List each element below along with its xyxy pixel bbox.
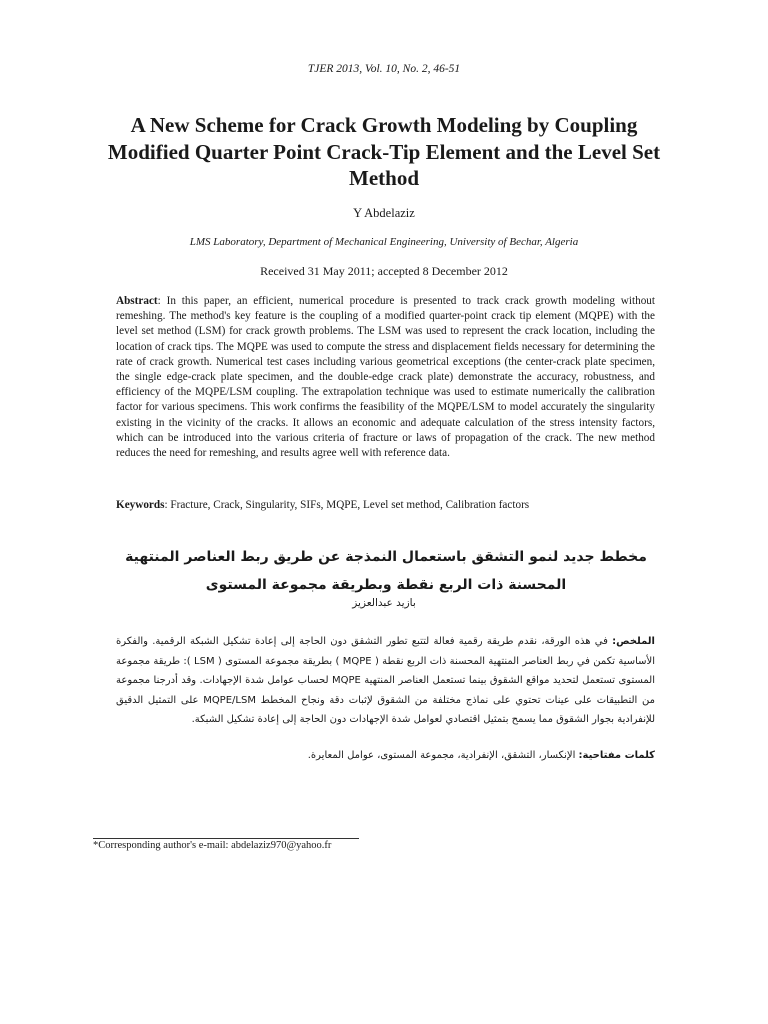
arabic-keywords-text: الإنكسار، التشقق، الإنفرادية، مجموعة المستوى، عوامل المعايرة. [307, 750, 579, 761]
arabic-abstract-text: في هذه الورقة، نقدم طريقة رقمية فعالة لتتبع تطور التشقق دون الحاجة إلى إعادة تشكيل الشبكة الرقمية. والفكرة الأساسية تكمن في ربط العناصر المنتهية المحسنة ذات الربع نقطة ( MQPE ) بطريقة مجموعة المستوى ( LSM ): طريقة مجموعة المستوى تستعمل لتحديد مواقع الشقوق بينما تستعمل العناصر المنتهية MQPE لحساب عوامل شدة الإجهادات. وقد أدرجنا مجموعة من التطبيقات على عينات تحتوي على نماذج مختلفة من الشقوق لإثبات دقة ونجاح المخطط MQPE/LSM على التمثيل الدقيق للإنفرادية بجوار الشقوق مما يسمح بتمثيل اقتصادي لعوامل شدة الإجهادات دون الحاجة إلى إعادة تشكيل الشبكة. [116, 636, 656, 725]
paper-title: A New Scheme for Crack Growth Modeling by Coupling Modified Quarter Point Crack-Tip Element and the Level Set Method [107, 113, 661, 190]
arabic-title: مخطط جديد لنمو التشقق باستعمال النمذجة عن طريق ربط العناصر المنتهية المحسنة ذات الربع نقطة وبطريقة مجموعة المستوى [125, 549, 647, 593]
author-name: Y Abdelaziz [353, 206, 415, 220]
corresponding-author-footnote: *Corresponding author's e-mail: abdelaziz970@yahoo.fr [93, 840, 332, 851]
author-affiliation: LMS Laboratory, Department of Mechanical Engineering, University of Bechar, Algeria [189, 236, 579, 248]
received-dates: Received 31 May 2011; accepted 8 December 2012 [260, 264, 508, 278]
keywords-label: Keywords [116, 499, 165, 511]
arabic-abstract [116, 632, 655, 730]
abstract-text: : In this paper, an efficient, numerical procedure is presented to track crack growth modeling without remeshing. The method's key feature is the coupling of a modified quarter-point crack tip element (MQPE) with the level set method (LSM) for crack growth problems. The LSM was used to represent the crack location, including the location of crack tips. The MQPE was used to compute the stress and displacement fields necessary for determining the rate of crack growth. Numerical test cases including various geometrical exceptions (the center-crack plate specimen, the single edge-crack plate specimen, and the double-edge crack plate) demonstrate the accuracy, robustness, and efficiency of the MQPE/LSM coupling. The extrapolation technique was used to estimate numerically the calibration factor for various specimens. This work confirms the feasibility of the MQPE/LSM to model accurately the singularity existing in the vicinity of the cracks. It allows an economic and adequate calculation of the stress intensity factors, which can be introduced into the various criteria of fracture or laws of propagation of the crack. The new method reduces the need for remeshing, and results agree well with reference data. [116, 295, 655, 460]
keywords-text: : Fracture, Crack, Singularity, SIFs, MQPE, Level set method, Calibration factors [164, 499, 530, 511]
english-keywords [116, 499, 655, 511]
journal-reference: TJER 2013, Vol. 10, No. 2, 46-51 [307, 63, 461, 75]
arabic-keywords-label: كلمات مفتاحية: [578, 750, 655, 761]
arabic-abstract-label: الملخص: [612, 636, 655, 647]
arabic-keywords [116, 750, 655, 761]
abstract-label: Abstract [116, 295, 158, 307]
english-abstract [116, 294, 655, 461]
arabic-author-name: بازيد عبدالعزيز [352, 597, 416, 609]
footnote-separator [93, 838, 359, 839]
